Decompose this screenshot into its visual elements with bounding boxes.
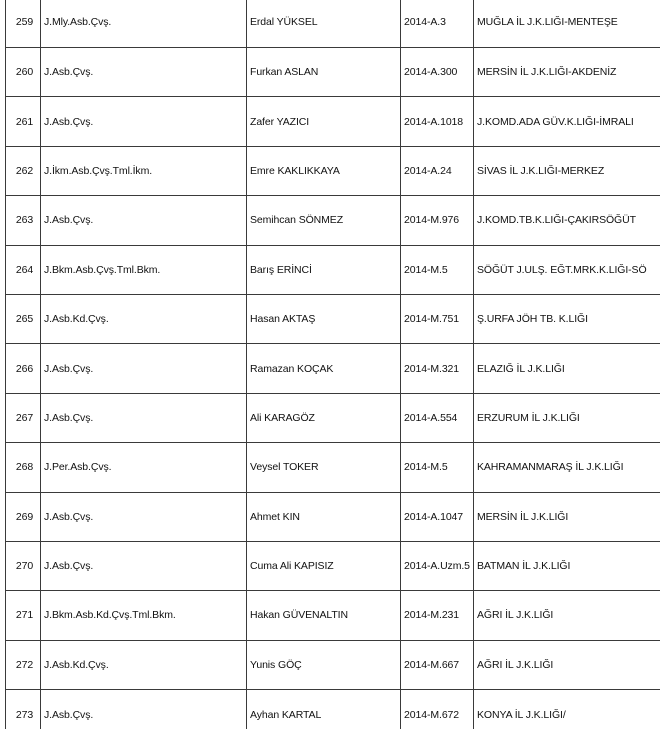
table-row <box>6 245 660 294</box>
registry-cell: 2014-A.1018 <box>401 97 474 146</box>
name-cell: Furkan ASLAN <box>247 48 401 97</box>
row-number: 262 <box>6 146 41 195</box>
row-number: 267 <box>6 393 41 442</box>
unit-cell: AĞRI İL J.K.LIĞI <box>474 640 660 689</box>
rank-cell: J.İkm.Asb.Çvş.Tml.İkm. <box>41 146 247 195</box>
name-cell: Hasan AKTAŞ <box>247 294 401 343</box>
row-number: 260 <box>6 48 41 97</box>
name-cell: Hakan GÜVENALTIN <box>247 591 401 640</box>
table-row <box>6 0 660 48</box>
table-row <box>6 196 660 245</box>
unit-cell: J.KOMD.TB.K.LIĞI-ÇAKIRSÖĞÜT <box>474 196 660 245</box>
name-cell: Zafer YAZICI <box>247 97 401 146</box>
row-number: 270 <box>6 541 41 590</box>
row-number: 266 <box>6 344 41 393</box>
rank-cell: J.Asb.Çvş. <box>41 196 247 245</box>
registry-cell: 2014-M.321 <box>401 344 474 393</box>
rank-cell: J.Asb.Çvş. <box>41 48 247 97</box>
rank-cell: J.Asb.Çvş. <box>41 492 247 541</box>
unit-cell: KAHRAMANMARAŞ İL J.K.LIĞI <box>474 443 660 492</box>
registry-cell: 2014-M.751 <box>401 294 474 343</box>
registry-cell: 2014-M.231 <box>401 591 474 640</box>
name-cell: Yunis GÖÇ <box>247 640 401 689</box>
registry-cell: 2014-A.300 <box>401 48 474 97</box>
table-row <box>6 690 660 729</box>
name-cell: Emre KAKLIKKAYA <box>247 146 401 195</box>
unit-cell: MERSİN İL J.K.LIĞI <box>474 492 660 541</box>
row-number: 259 <box>6 0 41 48</box>
rank-cell: J.Mly.Asb.Çvş. <box>41 0 247 48</box>
name-cell: Cuma Ali KAPISIZ <box>247 541 401 590</box>
name-cell: Veysel TOKER <box>247 443 401 492</box>
table-row <box>6 393 660 442</box>
registry-cell: 2014-M.976 <box>401 196 474 245</box>
table-row <box>6 344 660 393</box>
name-cell: Semihcan SÖNMEZ <box>247 196 401 245</box>
rank-cell: J.Asb.Kd.Çvş. <box>41 294 247 343</box>
table-row <box>6 492 660 541</box>
unit-cell: BATMAN İL J.K.LIĞI <box>474 541 660 590</box>
unit-cell: MERSİN İL J.K.LIĞI-AKDENİZ <box>474 48 660 97</box>
unit-cell: SÖĞÜT J.ULŞ. EĞT.MRK.K.LIĞI-SÖ <box>474 245 660 294</box>
registry-cell: 2014-A.1047 <box>401 492 474 541</box>
name-cell: Ayhan KARTAL <box>247 690 401 729</box>
name-cell: Erdal YÜKSEL <box>247 0 401 48</box>
unit-cell: SİVAS İL J.K.LIĞI-MERKEZ <box>474 146 660 195</box>
registry-cell: 2014-A.Uzm.5 <box>401 541 474 590</box>
row-number: 272 <box>6 640 41 689</box>
unit-cell: AĞRI İL J.K.LIĞI <box>474 591 660 640</box>
row-number: 273 <box>6 690 41 729</box>
rank-cell: J.Asb.Kd.Çvş. <box>41 640 247 689</box>
name-cell: Ali KARAGÖZ <box>247 393 401 442</box>
row-number: 271 <box>6 591 41 640</box>
row-number: 264 <box>6 245 41 294</box>
name-cell: Barış ERİNCİ <box>247 245 401 294</box>
rank-cell: J.Bkm.Asb.Çvş.Tml.Bkm. <box>41 245 247 294</box>
rank-cell: J.Asb.Çvş. <box>41 393 247 442</box>
registry-cell: 2014-A.24 <box>401 146 474 195</box>
unit-cell: KONYA İL J.K.LIĞI/ <box>474 690 660 729</box>
unit-cell: Ş.URFA JÖH TB. K.LIĞI <box>474 294 660 343</box>
row-number: 261 <box>6 97 41 146</box>
registry-cell: 2014-A.554 <box>401 393 474 442</box>
table-row <box>6 443 660 492</box>
rank-cell: J.Per.Asb.Çvş. <box>41 443 247 492</box>
registry-cell: 2014-M.667 <box>401 640 474 689</box>
table-row <box>6 541 660 590</box>
personnel-table <box>5 0 660 729</box>
row-number: 263 <box>6 196 41 245</box>
registry-cell: 2014-M.5 <box>401 245 474 294</box>
row-number: 269 <box>6 492 41 541</box>
rank-cell: J.Asb.Çvş. <box>41 97 247 146</box>
table-row <box>6 48 660 97</box>
rank-cell: J.Bkm.Asb.Kd.Çvş.Tml.Bkm. <box>41 591 247 640</box>
rank-cell: J.Asb.Çvş. <box>41 344 247 393</box>
table-row <box>6 591 660 640</box>
row-number: 265 <box>6 294 41 343</box>
unit-cell: MUĞLA İL J.K.LIĞI-MENTEŞE <box>474 0 660 48</box>
registry-cell: 2014-M.672 <box>401 690 474 729</box>
table-row <box>6 97 660 146</box>
name-cell: Ahmet KIN <box>247 492 401 541</box>
name-cell: Ramazan KOÇAK <box>247 344 401 393</box>
registry-cell: 2014-M.5 <box>401 443 474 492</box>
unit-cell: ELAZIĞ İL J.K.LIĞI <box>474 344 660 393</box>
table-row <box>6 294 660 343</box>
table-row <box>6 146 660 195</box>
rank-cell: J.Asb.Çvş. <box>41 690 247 729</box>
row-number: 268 <box>6 443 41 492</box>
rank-cell: J.Asb.Çvş. <box>41 541 247 590</box>
table-row <box>6 640 660 689</box>
unit-cell: ERZURUM İL J.K.LIĞI <box>474 393 660 442</box>
registry-cell: 2014-A.3 <box>401 0 474 48</box>
unit-cell: J.KOMD.ADA GÜV.K.LIĞI-İMRALI <box>474 97 660 146</box>
